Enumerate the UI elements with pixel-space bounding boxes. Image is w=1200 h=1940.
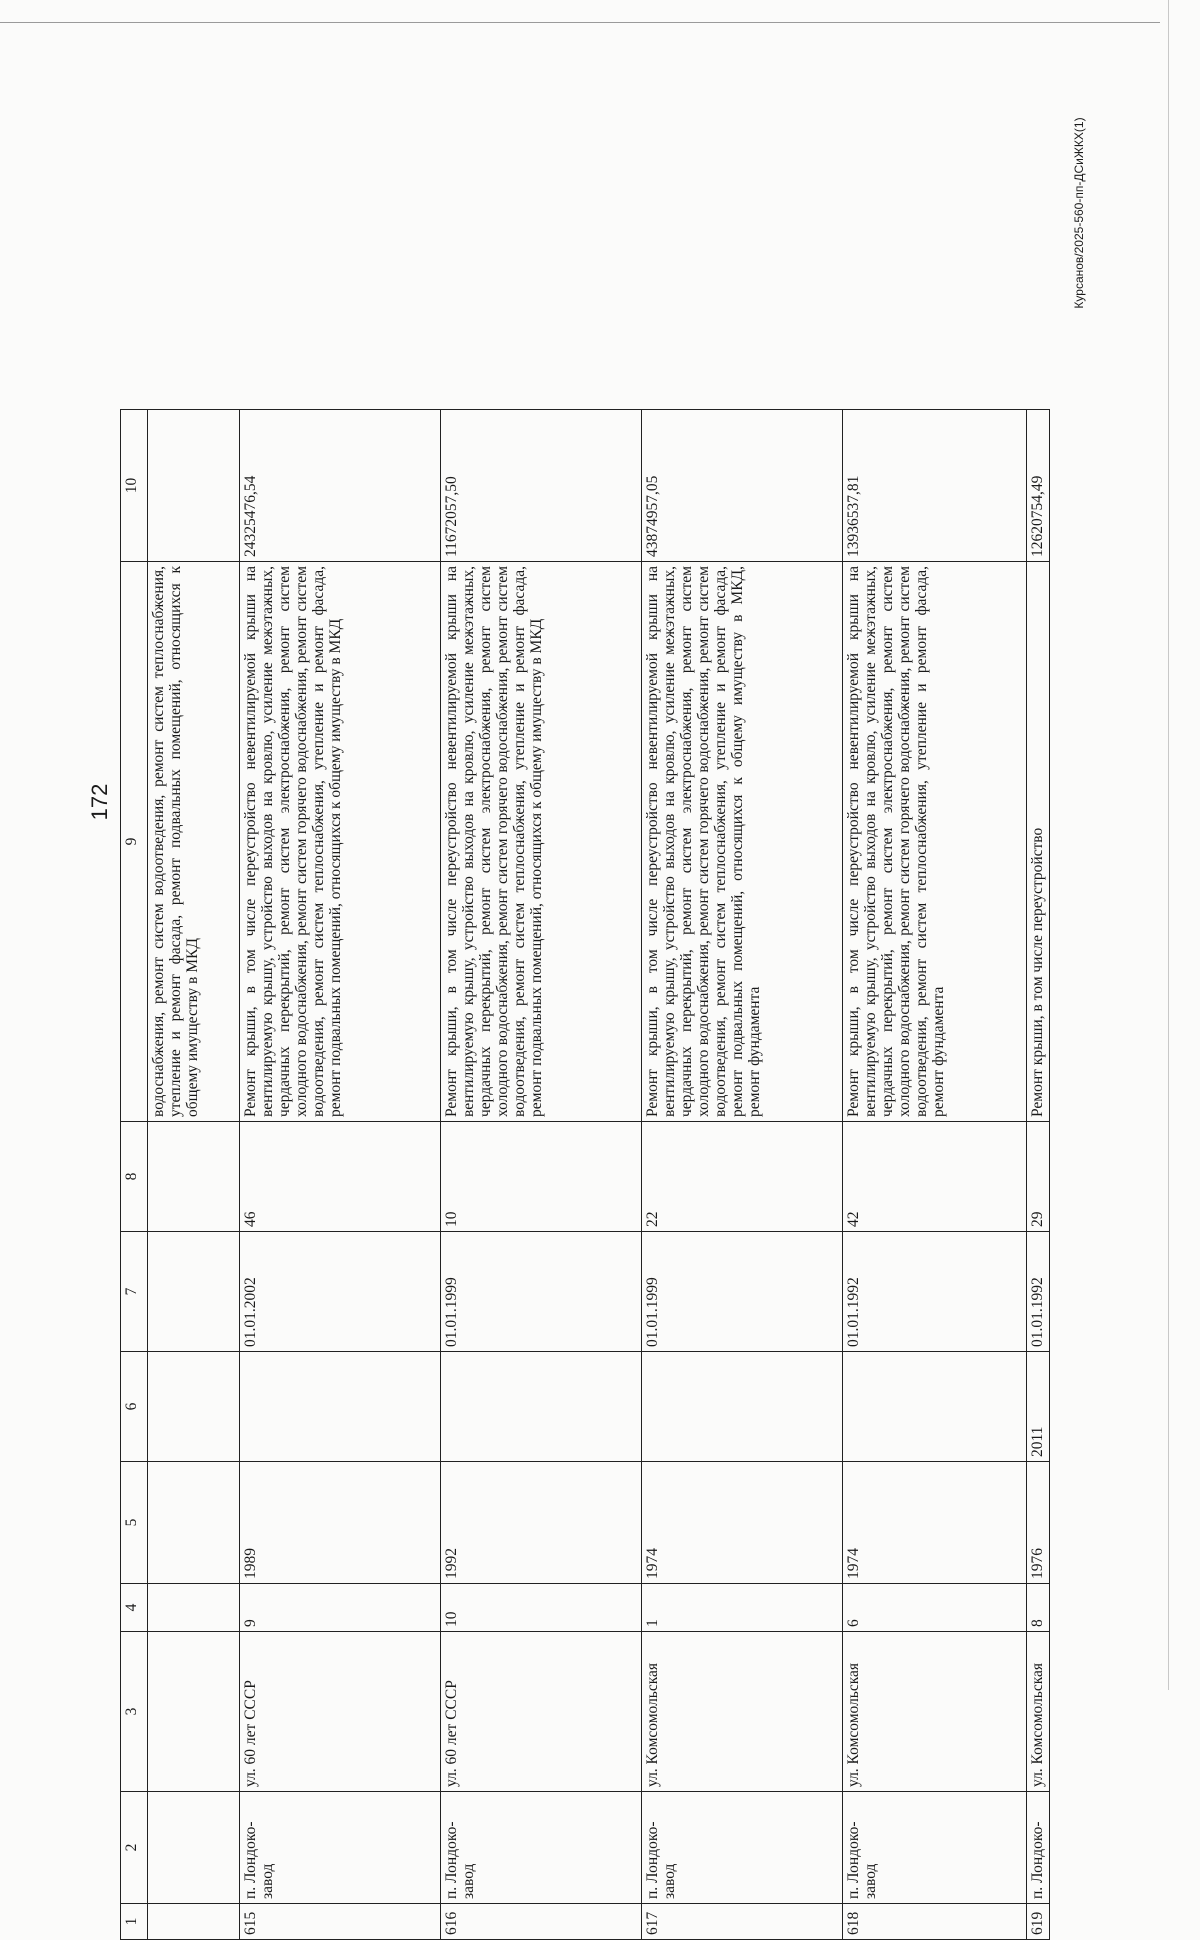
cell-empty [148,1792,240,1904]
scan-edge-top [0,22,1160,23]
cell-settlement: п. Лондоко-завод [642,1792,843,1904]
cell-house: 8 [1027,1584,1050,1632]
cell-settlement: п. Лондоко-завод [240,1792,441,1904]
cell-street: ул. 60 лет СССР [240,1632,441,1792]
document-stamp: Курсанов/2025-560-пп-ДСиЖКХ(1) [1072,117,1086,309]
cell-cost: 43874957,05 [642,410,843,562]
cell-row-number: 617 [642,1904,843,1940]
cell-year-built: 1992 [441,1462,642,1584]
cell-empty [148,1632,240,1792]
cell-row-number: 618 [842,1904,1027,1940]
cell-works: водоснабжения, ремонт систем водоотведения, ремонт систем теплоснабжения, утепление и ремонт фасада, ремонт подвальных помещений, относящихся к общему имуществу в МКД [148,562,240,1122]
cell-year-repair [642,1352,843,1462]
table-header-row [121,410,148,1940]
scan-edge-right [1168,0,1169,1690]
cell-year-repair [842,1352,1027,1462]
column-number-header: 4 [121,1584,148,1632]
cell-cost: 24325476,54 [240,410,441,562]
cell-street: ул. Комсомольская [642,1632,843,1792]
cell-year-repair [240,1352,441,1462]
cell-year-built: 1974 [642,1462,843,1584]
cell-wear: 46 [240,1122,441,1232]
cell-cost: 11672057,50 [441,410,642,562]
cell-cost: 13936537,81 [842,410,1027,562]
cell-house: 10 [441,1584,642,1632]
cell-settlement: п. Лондоко-завод [842,1792,1027,1904]
table-row [441,410,642,1940]
cell-house: 6 [842,1584,1027,1632]
cell-date: 01.01.1992 [1027,1232,1050,1352]
cell-year-built: 1974 [842,1462,1027,1584]
cell-empty [148,1584,240,1632]
cell-house: 9 [240,1584,441,1632]
cell-street: ул. 60 лет СССР [441,1632,642,1792]
column-number-header: 3 [121,1632,148,1792]
column-number-header: 6 [121,1352,148,1462]
cell-empty [148,1462,240,1584]
cell-works: Ремонт крыши, в том числе переустройство невентилируемой крыши на вентилируемую крышу, устройство выходов на кровлю, усиление межэтажных, чердачных перекрытий, ремонт систем электроснабжения, ремонт систем холодного водоснабжения, ремонт систем горячего водоснабжения, ремонт систем водоотведения, ремонт систем теплоснабжения, утепление и ремонт фасада, ремонт подвальных помещений, относящихся к общему имуществу в МКД [240,562,441,1122]
cell-wear: 42 [842,1122,1027,1232]
table-row [842,410,1027,1940]
column-number-header: 7 [121,1232,148,1352]
cell-empty [148,1904,240,1940]
cell-wear: 10 [441,1122,642,1232]
page-number: 172 [87,783,112,821]
cell-wear: 22 [642,1122,843,1232]
cell-house: 1 [642,1584,843,1632]
cell-year-built: 1989 [240,1462,441,1584]
cell-row-number: 619 [1027,1904,1050,1940]
cell-empty [148,1352,240,1462]
column-number-header: 5 [121,1462,148,1584]
cell-date: 01.01.1992 [842,1232,1027,1352]
cell-street: ул. Комсомольская [1027,1632,1050,1792]
register-table-wrapper [120,410,1050,1940]
cell-year-repair: 2011 [1027,1352,1050,1462]
cell-street: ул. Комсомольская [842,1632,1027,1792]
cell-empty [148,1122,240,1232]
column-number-header: 9 [121,562,148,1122]
table-row-continuation [148,410,240,1940]
cell-works: Ремонт крыши, в том числе переустройство невентилируемой крыши на вентилируемую крышу, устройство выходов на кровлю, усиление межэтажных, чердачных перекрытий, ремонт систем электроснабжения, ремонт систем холодного водоснабжения, ремонт систем горячего водоснабжения, ремонт систем водоотведения, ремонт систем теплоснабжения, утепление и ремонт фасада, ремонт фундамента [842,562,1027,1122]
table-row [240,410,441,1940]
column-number-header: 10 [121,410,148,562]
cell-cost: 12620754,49 [1027,410,1050,562]
table-row [1027,410,1050,1940]
cell-row-number: 616 [441,1904,642,1940]
cell-settlement: п. Лондоко- [1027,1792,1050,1904]
cell-year-built: 1976 [1027,1462,1050,1584]
column-number-header: 2 [121,1792,148,1904]
cell-date: 01.01.1999 [642,1232,843,1352]
table-row [642,410,843,1940]
cell-settlement: п. Лондоко-завод [441,1792,642,1904]
column-number-header: 1 [121,1904,148,1940]
cell-empty [148,410,240,562]
cell-works: Ремонт крыши, в том числе переустройство невентилируемой крыши на вентилируемую крышу, устройство выходов на кровлю, усиление межэтажных, чердачных перекрытий, ремонт систем электроснабжения, ремонт систем холодного водоснабжения, ремонт систем горячего водоснабжения, ремонт систем водоотведения, ремонт систем теплоснабжения, утепление и ремонт фасада, ремонт подвальных помещений, относящихся к общему имуществу в МКД, ремонт фундамента [642,562,843,1122]
cell-empty [148,1232,240,1352]
cell-works: Ремонт крыши, в том числе переустройство [1027,562,1050,1122]
cell-works: Ремонт крыши, в том числе переустройство невентилируемой крыши на вентилируемую крышу, устройство выходов на кровлю, усиление межэтажных, чердачных перекрытий, ремонт систем электроснабжения, ремонт систем холодного водоснабжения, ремонт систем горячего водоснабжения, ремонт систем водоотведения, ремонт систем теплоснабжения, утепление и ремонт фасада, ремонт подвальных помещений, относящихся к общему имуществу в МКД [441,562,642,1122]
column-number-header: 8 [121,1122,148,1232]
cell-wear: 29 [1027,1122,1050,1232]
cell-year-repair [441,1352,642,1462]
cell-row-number: 615 [240,1904,441,1940]
cell-date: 01.01.1999 [441,1232,642,1352]
register-table [120,409,1050,1940]
cell-date: 01.01.2002 [240,1232,441,1352]
